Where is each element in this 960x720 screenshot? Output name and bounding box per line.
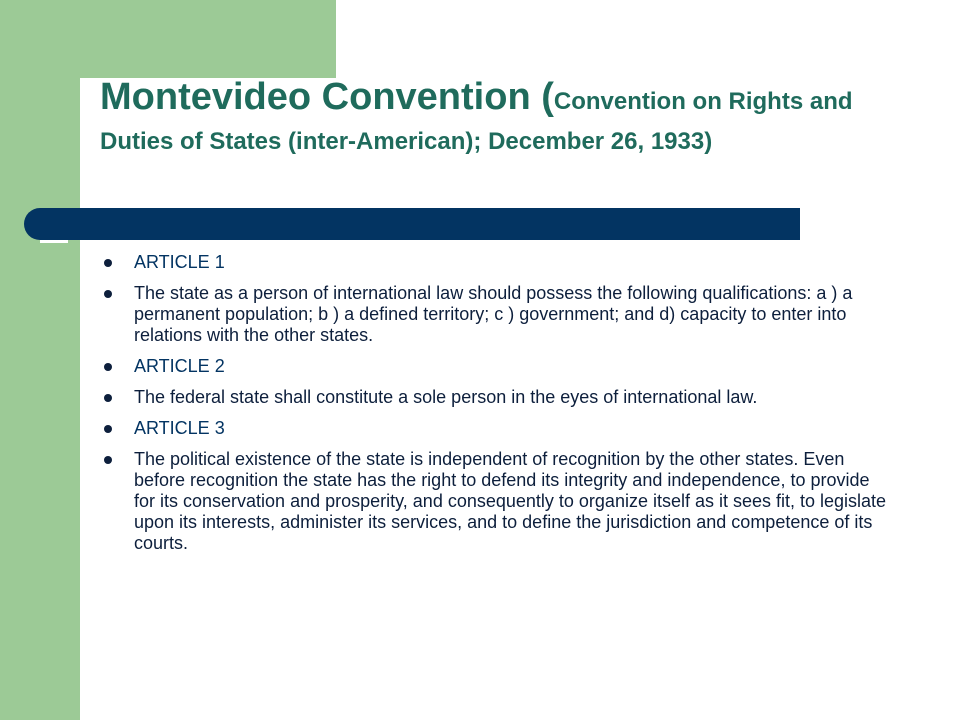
list-item-text: ARTICLE 3: [134, 418, 225, 438]
list-item-text: The political existence of the state is independent of recognition by the other states. Even before recognition the state has the right to defend its integrity and independence, to provide for its conservation and prosperity, and consequently to organize itself as it sees fit, to legislate upon its interests, administer its services, and to define the jurisdiction and competence of its courts.: [134, 449, 887, 553]
title-divider-bar: [24, 208, 800, 240]
slide-title: [100, 74, 920, 157]
list-item-article-2: [104, 356, 894, 377]
list-item-article-1: [104, 252, 894, 273]
list-item-text: The federal state shall constitute a sole person in the eyes of international law.: [134, 387, 758, 407]
list-item: [104, 283, 894, 346]
decorative-green-band-side: [0, 0, 80, 720]
slide-title-main: Montevideo Convention (: [100, 76, 554, 118]
bullet-icon: [104, 259, 112, 267]
slide-title-sub: Convention on Rights and Duties of States (inter-American); December 26, 1933): [100, 88, 853, 155]
list-item-text: ARTICLE 2: [134, 356, 225, 376]
bullet-icon: [104, 425, 112, 433]
divider-notch: [40, 240, 68, 243]
list-item-text: ARTICLE 1: [134, 252, 225, 272]
bullet-icon: [104, 456, 112, 464]
list-item-article-3: [104, 418, 894, 439]
list-item: [104, 449, 894, 554]
list-item-text: The state as a person of international law should possess the following qualifications: a ) a permanent population; b ) a defined territory; c ) government; and d) capacity to enter into relations with the other states.: [134, 283, 853, 345]
bullet-icon: [104, 290, 112, 298]
list-item: [104, 387, 894, 408]
bullet-icon: [104, 363, 112, 371]
bullet-icon: [104, 394, 112, 402]
bullet-list: [104, 252, 894, 564]
